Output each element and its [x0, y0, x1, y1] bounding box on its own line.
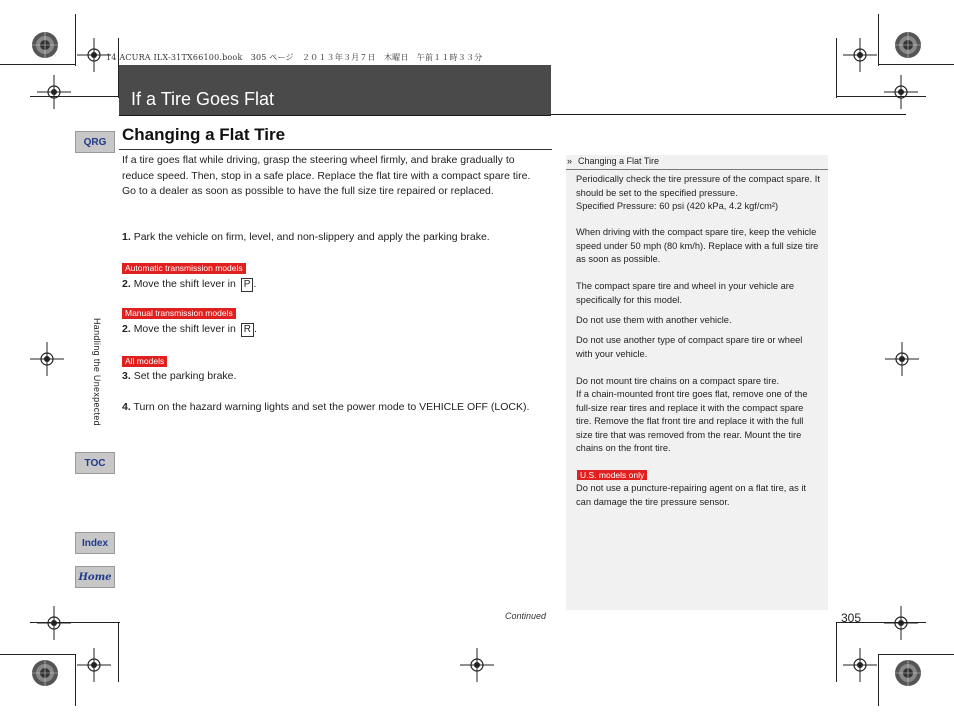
sidebar-notes [566, 155, 828, 610]
printer-header: 14 ACURA ILX-31TX66100.book 305 ページ ２０１３年３月７日 木曜日 午前１１時３３分 [106, 53, 483, 62]
page-number: 305 [841, 611, 862, 625]
calibration-disc-icon [893, 30, 923, 60]
region-tag: U.S. models only [577, 470, 647, 480]
section-rule [119, 149, 552, 150]
sidebar-note: Specified Pressure: 60 psi (420 kPa, 4.2 kgf/cm²) [576, 201, 779, 211]
crop-line [0, 64, 76, 65]
crop-line [878, 64, 954, 65]
chapter-banner [119, 65, 551, 116]
crop-line [0, 654, 76, 655]
crop-line [836, 38, 837, 98]
shift-position-p-icon: P [241, 278, 254, 292]
sidebar-header [566, 155, 828, 170]
crop-line [75, 654, 76, 706]
shift-position-r-icon: R [241, 323, 254, 337]
chapter-side-label: Handling the Unexpected [92, 318, 102, 426]
index-tab[interactable]: Index [75, 532, 115, 554]
crop-line [75, 14, 76, 66]
model-tag: Manual transmission models [122, 308, 236, 319]
step-number: 4. [122, 401, 131, 413]
step-punctuation: . [253, 278, 257, 290]
step-number: 2. [122, 278, 131, 290]
home-tab[interactable]: Home [75, 566, 115, 588]
sidebar-note: Do not use another type of compact spare tire or wheel with your vehicle. [576, 335, 803, 359]
step-4 [122, 400, 545, 416]
sidebar-note: When driving with the compact spare tire, keep the vehicle speed under 50 mph (80 km/h). Replace with a full size tire as soon as possible. [576, 227, 819, 264]
registration-mark-icon [843, 648, 877, 682]
sidebar-note: If a chain-mounted front tire goes flat, remove one of the full-size rear tires and replace it with the compact spare tire. Remove the flat front tire and replace it with the full size tire that was removed from the rear. Mount the tire chains on the front tire. [576, 389, 808, 453]
sidebar-note: Periodically check the tire pressure of the compact spare. It should be set to the specified pressure. [576, 174, 820, 198]
step-2-automatic [122, 277, 542, 293]
step-number: 1. [122, 231, 131, 243]
step-number: 3. [122, 370, 131, 382]
calibration-disc-icon [30, 658, 60, 688]
step-3 [122, 369, 542, 385]
sidebar-note: The compact spare tire and wheel in your vehicle are specifically for this model. [576, 281, 795, 305]
step-text: Set the parking brake. [133, 370, 237, 382]
step-2-manual [122, 322, 542, 338]
crop-line [878, 14, 879, 66]
registration-mark-icon [884, 606, 918, 640]
chevron-right-icon: » [567, 156, 573, 166]
calibration-disc-icon [30, 30, 60, 60]
toc-tab[interactable]: TOC [75, 452, 115, 474]
step-text: Move the shift lever in [133, 323, 236, 335]
model-tag: All models [122, 356, 167, 367]
registration-mark-icon [37, 606, 71, 640]
registration-mark-icon [30, 342, 64, 376]
qrg-tab[interactable]: QRG [75, 131, 115, 153]
step-punctuation: . [253, 323, 257, 335]
crop-line [878, 654, 879, 706]
sidebar-note: Do not mount tire chains on a compact spare tire. [576, 376, 780, 386]
sidebar-note: Do not use them with another vehicle. [576, 315, 732, 325]
crop-line [878, 654, 954, 655]
intro-paragraph: If a tire goes flat while driving, grasp the steering wheel firmly, and brake gradually to reduce speed. Then, stop in a safe place. Replace the flat tire with a compact spare tire. Go to a dealer as soon as possible to have the full size tire repaired or replaced. [122, 154, 531, 197]
chapter-title: If a Tire Goes Flat [131, 89, 275, 109]
sidebar-title: Changing a Flat Tire [578, 156, 660, 166]
registration-mark-icon [885, 342, 919, 376]
step-text: Turn on the hazard warning lights and set the power mode to VEHICLE OFF (LOCK). [133, 401, 530, 413]
continued-label: Continued [505, 611, 547, 621]
step-1 [122, 230, 542, 246]
section-heading: Changing a Flat Tire [122, 125, 286, 144]
crop-line [118, 622, 119, 682]
model-tag: Automatic transmission models [122, 263, 246, 274]
sidebar-note: Do not use a puncture-repairing agent on a flat tire, as it can damage the tire pressure sensor. [576, 483, 806, 507]
registration-mark-icon [37, 75, 71, 109]
step-text: Park the vehicle on firm, level, and non-slippery and apply the parking brake. [133, 231, 490, 243]
registration-mark-icon [843, 38, 877, 72]
calibration-disc-icon [893, 658, 923, 688]
crop-line [836, 622, 837, 682]
registration-mark-icon [460, 648, 494, 682]
step-number: 2. [122, 323, 131, 335]
registration-mark-icon [884, 75, 918, 109]
registration-mark-icon [77, 648, 111, 682]
banner-rule [551, 114, 906, 115]
step-text: Move the shift lever in [133, 278, 236, 290]
